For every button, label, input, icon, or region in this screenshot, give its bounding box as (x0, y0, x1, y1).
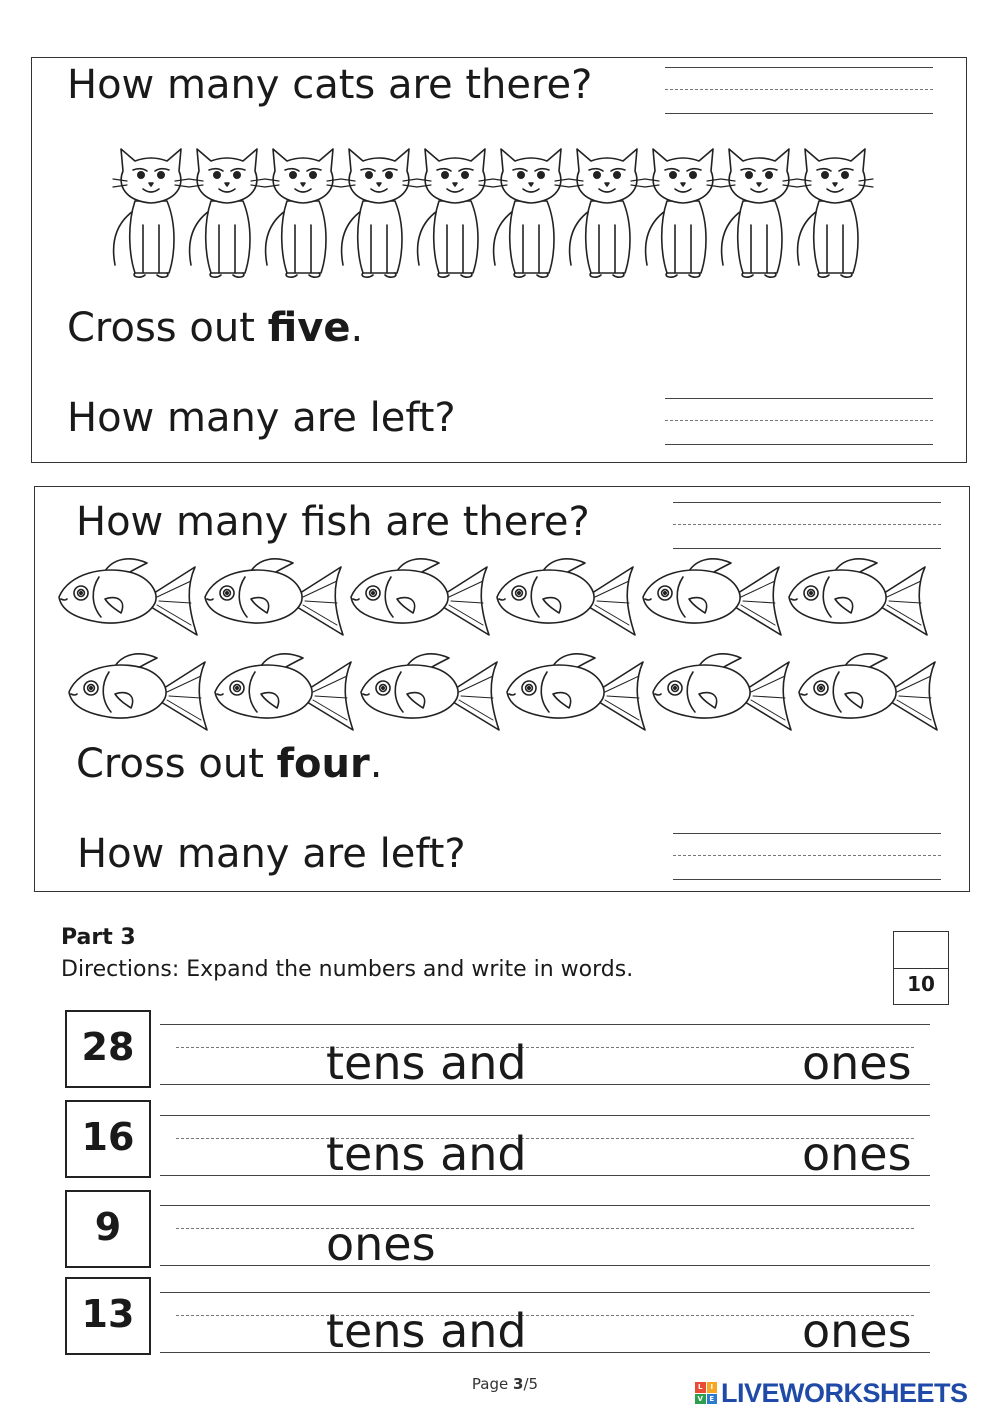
cat-picture[interactable] (645, 149, 721, 277)
ones-label: ones (802, 1304, 912, 1358)
ones-label: ones (326, 1217, 436, 1271)
tens-and-label: tens and (326, 1127, 527, 1181)
fish-left-answer-line[interactable] (673, 833, 941, 881)
part-3-directions: Directions: Expand the numbers and write in words. (61, 957, 634, 982)
number-box-2: 16 (65, 1100, 151, 1178)
logo-tile: V (695, 1394, 706, 1405)
part-3-title: Part 3 (61, 925, 136, 950)
logo-tile: E (707, 1394, 718, 1405)
ones-label: ones (802, 1127, 912, 1181)
tens-and-label: tens and (326, 1036, 527, 1090)
liveworksheets-brand (695, 1378, 968, 1408)
cat-picture[interactable] (417, 149, 493, 277)
fish-picture[interactable] (653, 654, 791, 730)
fish-picture[interactable] (69, 654, 207, 730)
fish-picture[interactable] (205, 559, 343, 635)
cat-picture[interactable] (569, 149, 645, 277)
expand-line-4[interactable] (160, 1292, 930, 1358)
cats-left-question: How many are left? (67, 395, 456, 441)
number-box-3: 9 (65, 1190, 151, 1268)
score-box (893, 931, 949, 1005)
fish-picture-rows[interactable] (55, 555, 945, 750)
cats-count-question: How many cats are there? (67, 62, 593, 108)
cats-left-answer-line[interactable] (665, 398, 933, 446)
fish-picture[interactable] (497, 559, 635, 635)
cat-picture[interactable] (797, 149, 873, 277)
fish-count-question: How many fish are there? (76, 499, 590, 545)
logo-tile: I (707, 1382, 718, 1393)
page-indicator: Page 3/5 (471, 1375, 539, 1393)
cats-cross-out-instruction: Cross out five. (67, 305, 364, 351)
cat-picture[interactable] (493, 149, 569, 277)
liveworksheets-logo-icon (695, 1382, 717, 1404)
fish-picture[interactable] (59, 559, 197, 635)
fish-picture[interactable] (643, 559, 781, 635)
cat-picture[interactable] (721, 149, 797, 277)
fish-picture[interactable] (351, 559, 489, 635)
expand-line-3[interactable] (160, 1205, 930, 1271)
number-box-1: 28 (65, 1010, 151, 1088)
number-box-4: 13 (65, 1277, 151, 1355)
expand-line-1[interactable] (160, 1024, 930, 1090)
fish-picture[interactable] (507, 654, 645, 730)
expand-line-2[interactable] (160, 1115, 930, 1181)
cats-count-answer-line[interactable] (665, 67, 933, 115)
tens-and-label: tens and (326, 1304, 527, 1358)
fish-picture[interactable] (215, 654, 353, 730)
fish-cross-out-instruction: Cross out four. (76, 741, 383, 787)
ones-label: ones (802, 1036, 912, 1090)
fish-picture[interactable] (799, 654, 937, 730)
fish-picture[interactable] (789, 559, 927, 635)
cat-picture[interactable] (341, 149, 417, 277)
fish-left-question: How many are left? (77, 831, 466, 877)
brand-name: LIVEWORKSHEETS (721, 1377, 968, 1408)
fish-picture[interactable] (361, 654, 499, 730)
score-value: 10 (907, 972, 935, 996)
cats-picture-row[interactable] (105, 145, 875, 285)
cat-picture[interactable] (265, 149, 341, 277)
cat-picture[interactable] (189, 149, 265, 277)
fish-count-answer-line[interactable] (673, 502, 941, 550)
cat-picture[interactable] (113, 149, 189, 277)
logo-tile: L (695, 1382, 706, 1393)
